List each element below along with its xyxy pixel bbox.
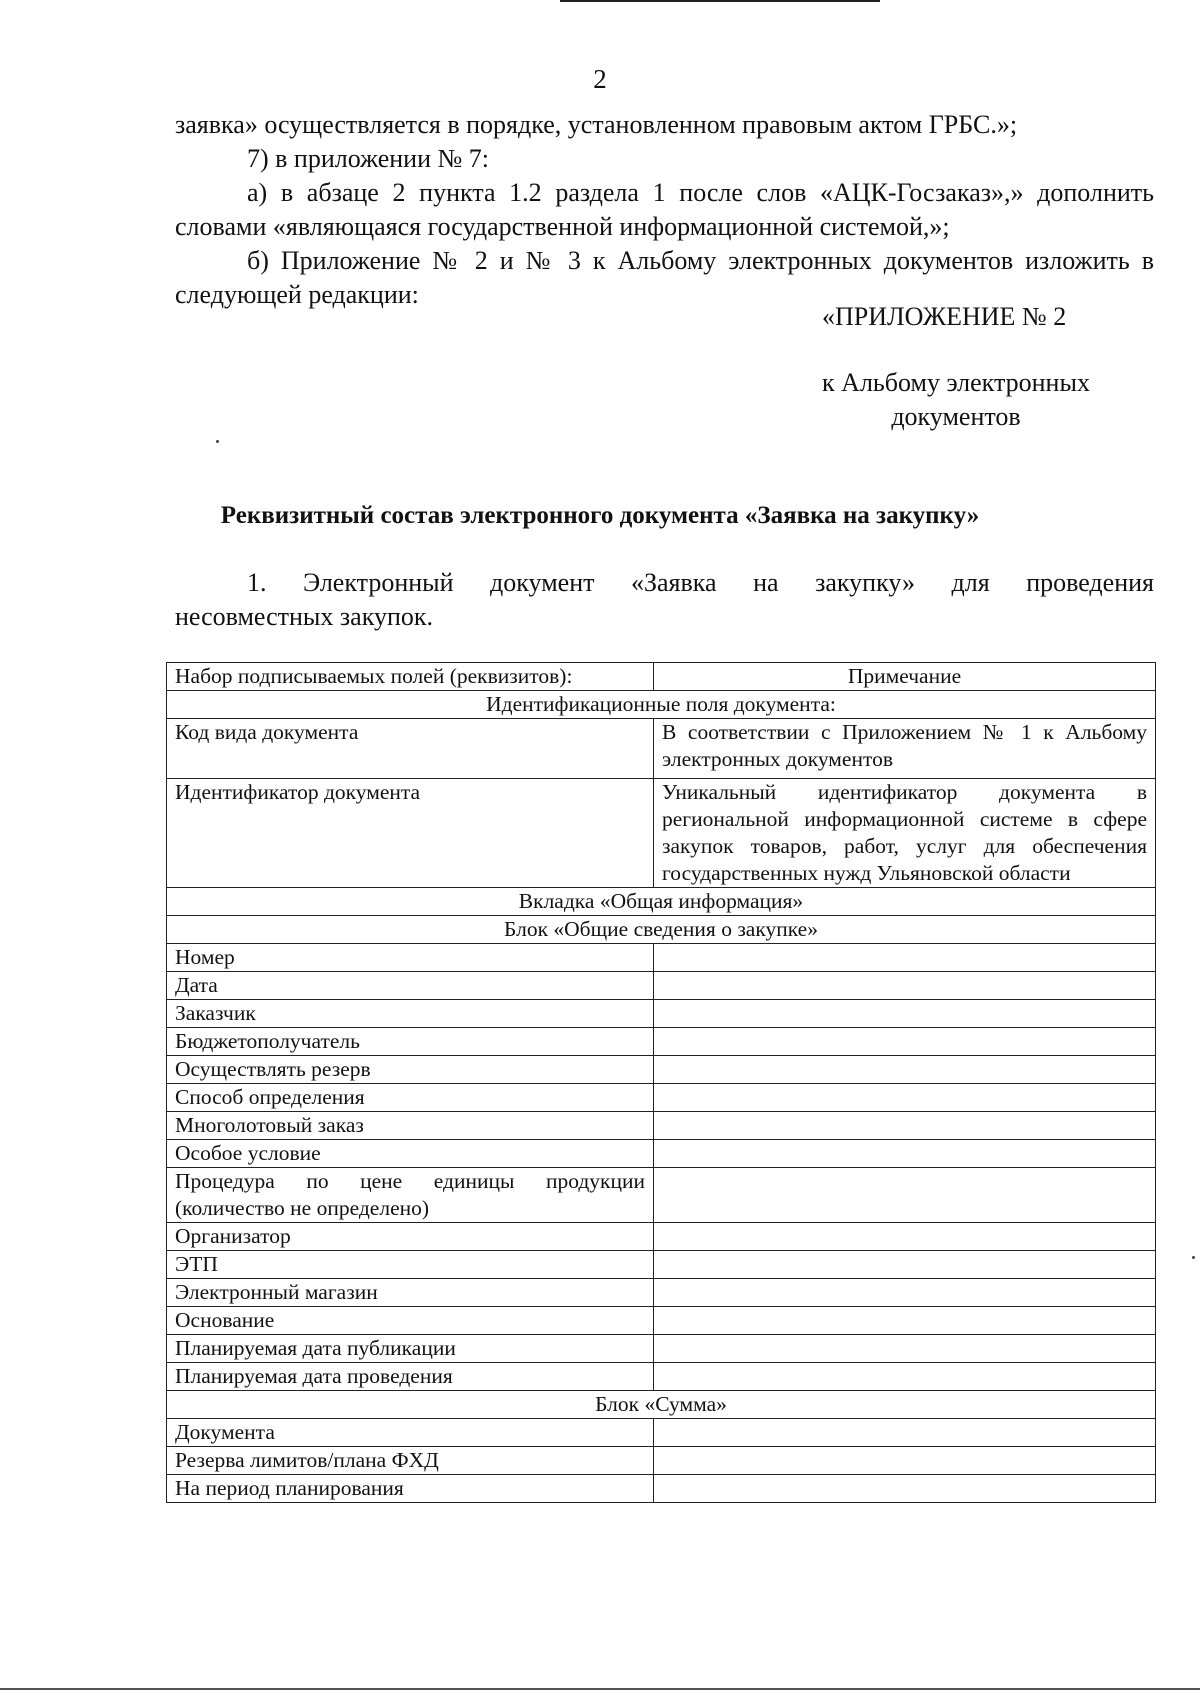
scan-edge-top (560, 0, 880, 2)
block-sum: Блок «Сумма» (167, 1391, 1156, 1419)
page-number: 2 (593, 64, 607, 94)
section-row (167, 916, 1156, 944)
table-row (167, 972, 1156, 1000)
scan-speck (1192, 1256, 1195, 1259)
table-row (167, 1028, 1156, 1056)
table-row (167, 1363, 1156, 1391)
section-row (167, 1391, 1156, 1419)
section-1-line-1 (175, 566, 1154, 600)
appendix-subheading (806, 366, 1106, 434)
section-1-word: закупку» (815, 568, 915, 597)
field-note (654, 1028, 1156, 1056)
table-row (167, 779, 1156, 888)
field-name: Планируемая дата публикации (167, 1335, 654, 1363)
field-name: Электронный магазин (167, 1279, 654, 1307)
section-1-word: для (951, 568, 990, 597)
field-name: Бюджетополучатель (167, 1028, 654, 1056)
table-row (167, 719, 1156, 779)
section-identification: Идентификационные поля документа: (167, 691, 1156, 719)
table-row (167, 1251, 1156, 1279)
section-1-intro (175, 566, 1154, 634)
table-row (167, 1279, 1156, 1307)
field-name: Многолотовый заказ (167, 1112, 654, 1140)
field-name: Номер (167, 944, 654, 972)
appendix-line-1: к Альбому электронных (822, 368, 1090, 397)
section-1-number: 1. (247, 568, 267, 597)
section-1-word: «Заявка (630, 568, 717, 597)
table-row (167, 1056, 1156, 1084)
field-note (654, 1279, 1156, 1307)
paragraph-item-a: а) в абзаце 2 пункта 1.2 раздела 1 после слов «АЦК-Госзаказ»,» дополнить словами «являющаяся государственной информационной системой,»; (175, 178, 1154, 241)
section-1-line-2: несовместных закупок. (175, 602, 434, 631)
requisites-table-body (167, 663, 1156, 1503)
appendix-line-2: документов (891, 402, 1021, 431)
field-note (654, 1419, 1156, 1447)
paragraph-continuation: заявка» осуществляется в порядке, установленном правовым актом ГРБС.»; (175, 110, 1018, 139)
field-name: Заказчик (167, 1000, 654, 1028)
field-note: В соответствии с Приложением № 1 к Альбому электронных документов (654, 719, 1156, 779)
field-name: Осуществлять резерв (167, 1056, 654, 1084)
field-note (654, 1307, 1156, 1335)
field-name: Организатор (167, 1223, 654, 1251)
field-name: Планируемая дата проведения (167, 1363, 654, 1391)
section-row (167, 888, 1156, 916)
table-row (167, 1307, 1156, 1335)
section-1-word: проведения (1026, 568, 1154, 597)
field-note (654, 1363, 1156, 1391)
table-header-row (167, 663, 1156, 691)
table-row (167, 944, 1156, 972)
field-name: Основание (167, 1307, 654, 1335)
field-name: Резерва лимитов/плана ФХД (167, 1447, 654, 1475)
paragraph-item-b: б) Приложение № 2 и № 3 к Альбому электронных документов изложить в следующей редакции: (175, 246, 1154, 309)
field-note (654, 972, 1156, 1000)
field-name: Код вида документа (167, 719, 654, 779)
field-note (654, 1084, 1156, 1112)
appendix-heading: «ПРИЛОЖЕНИЕ № 2 (822, 302, 1067, 331)
document-title: Реквизитный состав электронного документа «Заявка на закупку» (220, 502, 980, 529)
block-general-info: Блок «Общие сведения о закупке» (167, 916, 1156, 944)
field-note (654, 1475, 1156, 1503)
section-1-word: Электронный (303, 568, 454, 597)
table-row (167, 1223, 1156, 1251)
tab-general-info: Вкладка «Общая информация» (167, 888, 1156, 916)
field-note (654, 1447, 1156, 1475)
scan-speck (216, 440, 219, 443)
field-name: Идентификатор документа (167, 779, 654, 888)
table-row (167, 1084, 1156, 1112)
field-note (654, 1168, 1156, 1223)
header-fields: Набор подписываемых полей (реквизитов): (167, 663, 654, 691)
section-1-word: на (753, 568, 779, 597)
table-row (167, 1000, 1156, 1028)
table-row (167, 1112, 1156, 1140)
table-row (167, 1140, 1156, 1168)
field-note (654, 1056, 1156, 1084)
body-text (175, 108, 1154, 312)
field-name: Особое условие (167, 1140, 654, 1168)
field-note (654, 1335, 1156, 1363)
field-note (654, 1251, 1156, 1279)
field-note (654, 1000, 1156, 1028)
table-row (167, 1419, 1156, 1447)
table-row (167, 1168, 1156, 1223)
field-name: Процедура по цене единицы продукции (количество не определено) (167, 1168, 654, 1223)
paragraph-item-7: 7) в приложении № 7: (247, 144, 490, 173)
field-name: На период планирования (167, 1475, 654, 1503)
header-notes: Примечание (654, 663, 1156, 691)
table-row (167, 1447, 1156, 1475)
field-name: Способ определения (167, 1084, 654, 1112)
field-note (654, 1140, 1156, 1168)
field-name: Документа (167, 1419, 654, 1447)
field-name: Дата (167, 972, 654, 1000)
field-note (654, 1112, 1156, 1140)
field-note (654, 944, 1156, 972)
scan-edge-bottom (0, 1688, 1200, 1690)
table-row (167, 1475, 1156, 1503)
requisites-table (166, 662, 1156, 1503)
field-note: Уникальный идентификатор документа в региональной информационной системе в сфере закупок товаров, работ, услуг для обеспечения государственных нужд Ульяновской области (654, 779, 1156, 888)
section-1-word: документ (490, 568, 595, 597)
section-row (167, 691, 1156, 719)
field-name: ЭТП (167, 1251, 654, 1279)
table-row (167, 1335, 1156, 1363)
field-note (654, 1223, 1156, 1251)
